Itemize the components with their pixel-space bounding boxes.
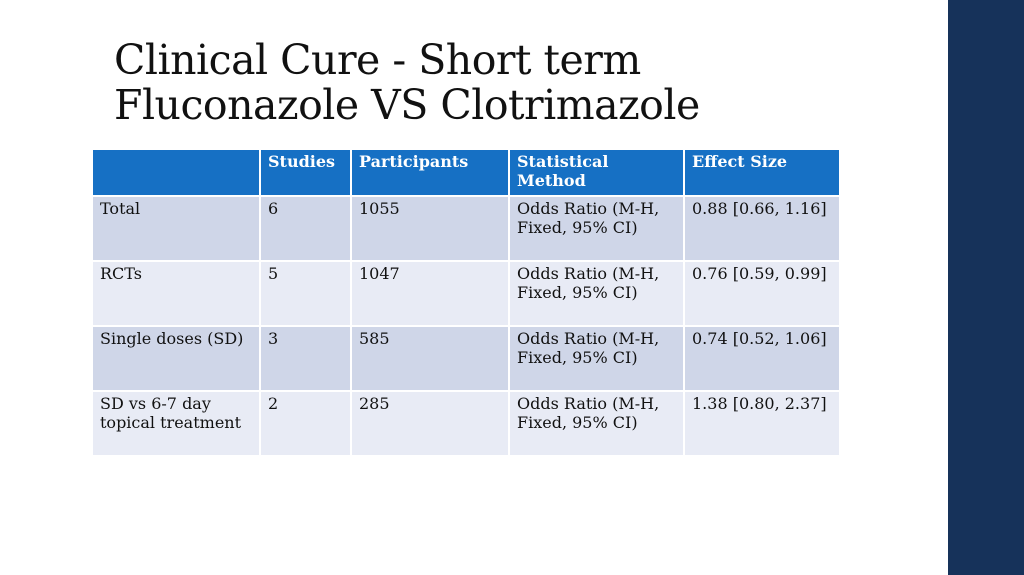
- header-cell-effect-size: Effect Size: [685, 150, 839, 195]
- table-row: [93, 392, 839, 455]
- studies-cell: 6: [261, 197, 350, 260]
- header-cell-studies: Studies: [261, 150, 350, 195]
- table-row: [93, 327, 839, 390]
- results-table: [91, 148, 841, 457]
- slide-title: [114, 38, 914, 128]
- effect-size-cell: 0.74 [0.52, 1.06]: [685, 327, 839, 390]
- studies-cell: 3: [261, 327, 350, 390]
- participants-cell: 285: [352, 392, 508, 455]
- studies-cell: 5: [261, 262, 350, 325]
- participants-cell: 585: [352, 327, 508, 390]
- slide-title-line-2: Fluconazole VS Clotrimazole: [114, 81, 700, 129]
- participants-cell: 1055: [352, 197, 508, 260]
- header-cell-statistical-method: Statistical Method: [510, 150, 683, 195]
- row-label-cell: RCTs: [93, 262, 259, 325]
- table-row: [93, 197, 839, 260]
- table-header-row: [93, 150, 839, 195]
- row-label-cell: SD vs 6-7 day topical treatment: [93, 392, 259, 455]
- table-row: [93, 262, 839, 325]
- header-cell-empty: [93, 150, 259, 195]
- studies-cell: 2: [261, 392, 350, 455]
- side-accent-bar: [948, 0, 1024, 575]
- header-cell-participants: Participants: [352, 150, 508, 195]
- effect-size-cell: 0.76 [0.59, 0.99]: [685, 262, 839, 325]
- method-cell: Odds Ratio (M-H, Fixed, 95% CI): [510, 197, 683, 260]
- effect-size-cell: 0.88 [0.66, 1.16]: [685, 197, 839, 260]
- slide-title-line-1: Clinical Cure - Short term: [114, 36, 641, 84]
- row-label-cell: Total: [93, 197, 259, 260]
- method-cell: Odds Ratio (M-H, Fixed, 95% CI): [510, 392, 683, 455]
- method-cell: Odds Ratio (M-H, Fixed, 95% CI): [510, 262, 683, 325]
- participants-cell: 1047: [352, 262, 508, 325]
- method-cell: Odds Ratio (M-H, Fixed, 95% CI): [510, 327, 683, 390]
- effect-size-cell: 1.38 [0.80, 2.37]: [685, 392, 839, 455]
- row-label-cell: Single doses (SD): [93, 327, 259, 390]
